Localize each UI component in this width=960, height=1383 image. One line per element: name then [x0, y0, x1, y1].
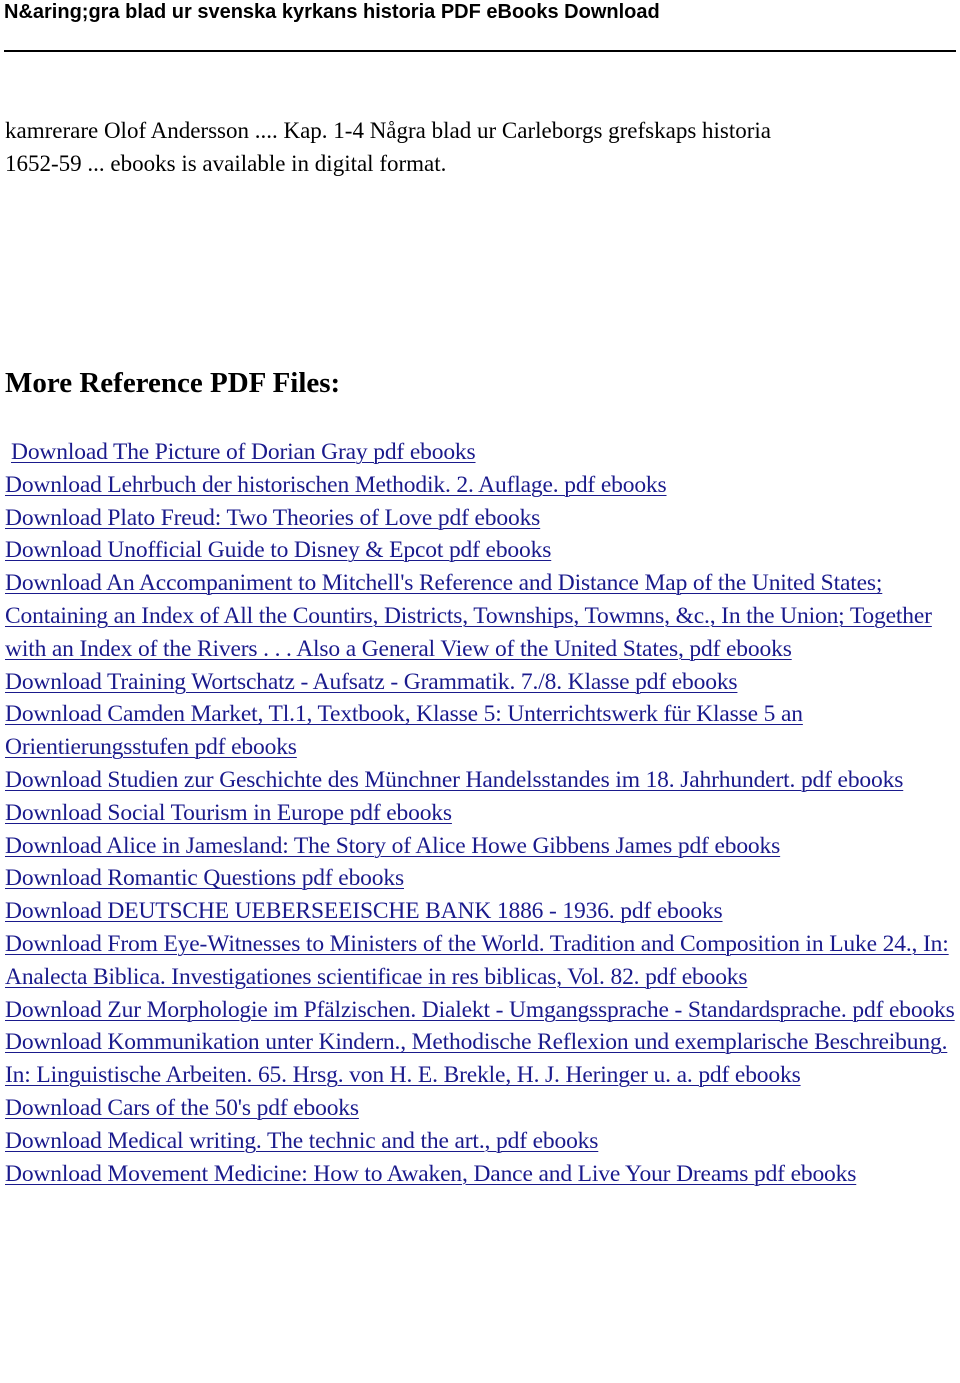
reference-link-list — [5, 436, 957, 1190]
download-link-lehrbuch-methodik[interactable]: Download Lehrbuch der historischen Methodik. 2. Auflage. pdf ebooks — [5, 471, 667, 498]
intro-line: 1652-59 ... ebooks is available in digital format. — [5, 151, 447, 176]
download-link-romantic-questions[interactable]: Download Romantic Questions pdf ebooks — [5, 865, 404, 892]
download-link-training-wortschatz[interactable]: Download Training Wortschatz - Aufsatz - Grammatik. 7./8. Klasse pdf ebooks — [5, 668, 738, 695]
page-title: N&aring;gra blad ur svenska kyrkans historia PDF eBooks Download — [4, 1, 660, 23]
download-link-eye-witnesses[interactable]: Download From Eye-Witnesses to Ministers of the World. Tradition and Composition in Luke 24., In: Analecta Biblica. Investigationes scientificae in res biblicas, Vol. 82. pdf ebooks — [5, 930, 949, 990]
download-link-mitchells-map[interactable]: Download An Accompaniment to Mitchell's Reference and Distance Map of the United States; Containing an Index of All the Countirs, Districts, Townships, Towmns, &c., In the Union; Together with an Index of the Rivers . . . Also a General View of the United States, pdf ebooks — [5, 570, 932, 662]
download-link-muenchner-handelsstand[interactable]: Download Studien zur Geschichte des Münchner Handelsstandes im 18. Jahrhundert. pdf ebooks — [5, 766, 904, 793]
download-link-cars-of-the-50s[interactable]: Download Cars of the 50's pdf ebooks — [5, 1094, 359, 1121]
download-link-social-tourism[interactable]: Download Social Tourism in Europe pdf ebooks — [5, 799, 452, 826]
download-link-movement-medicine[interactable]: Download Movement Medicine: How to Awaken, Dance and Live Your Dreams pdf ebooks — [5, 1160, 857, 1187]
page-header — [4, 0, 956, 52]
intro-paragraph — [5, 114, 955, 180]
download-link-dorian-gray[interactable]: Download The Picture of Dorian Gray pdf ebooks — [11, 439, 476, 465]
download-link-medical-writing[interactable]: Download Medical writing. The technic and the art., pdf ebooks — [5, 1127, 599, 1154]
intro-line: kamrerare Olof Andersson .... Kap. 1-4 Några blad ur Carleborgs grefskaps historia — [5, 118, 772, 143]
download-link-deutsche-ueberseeische-bank[interactable]: Download DEUTSCHE UEBERSEEISCHE BANK 1886 - 1936. pdf ebooks — [5, 898, 723, 925]
download-link-morphologie-pfaelzisch[interactable]: Download Zur Morphologie im Pfälzischen. Dialekt - Umgangssprache - Standardsprache. pdf ebooks — [5, 996, 955, 1023]
download-link-kommunikation-kindern[interactable]: Download Kommunikation unter Kindern., Methodische Reflexion und exemplarische Beschreibung. In: Linguistische Arbeiten. 65. Hrsg. von H. E. Brekle, H. J. Heringer u. a. pdf ebooks — [5, 1029, 948, 1089]
section-heading: More Reference PDF Files: — [5, 367, 341, 399]
download-link-plato-freud[interactable]: Download Plato Freud: Two Theories of Love pdf ebooks — [5, 504, 541, 531]
download-link-camden-market[interactable]: Download Camden Market, Tl.1, Textbook, Klasse 5: Unterrichtswerk für Klasse 5 an Orientierungsstufen pdf ebooks — [5, 701, 803, 761]
download-link-disney-epcot[interactable]: Download Unofficial Guide to Disney & Epcot pdf ebooks — [5, 537, 552, 564]
download-link-alice-in-jamesland[interactable]: Download Alice in Jamesland: The Story of Alice Howe Gibbens James pdf ebooks — [5, 832, 781, 859]
